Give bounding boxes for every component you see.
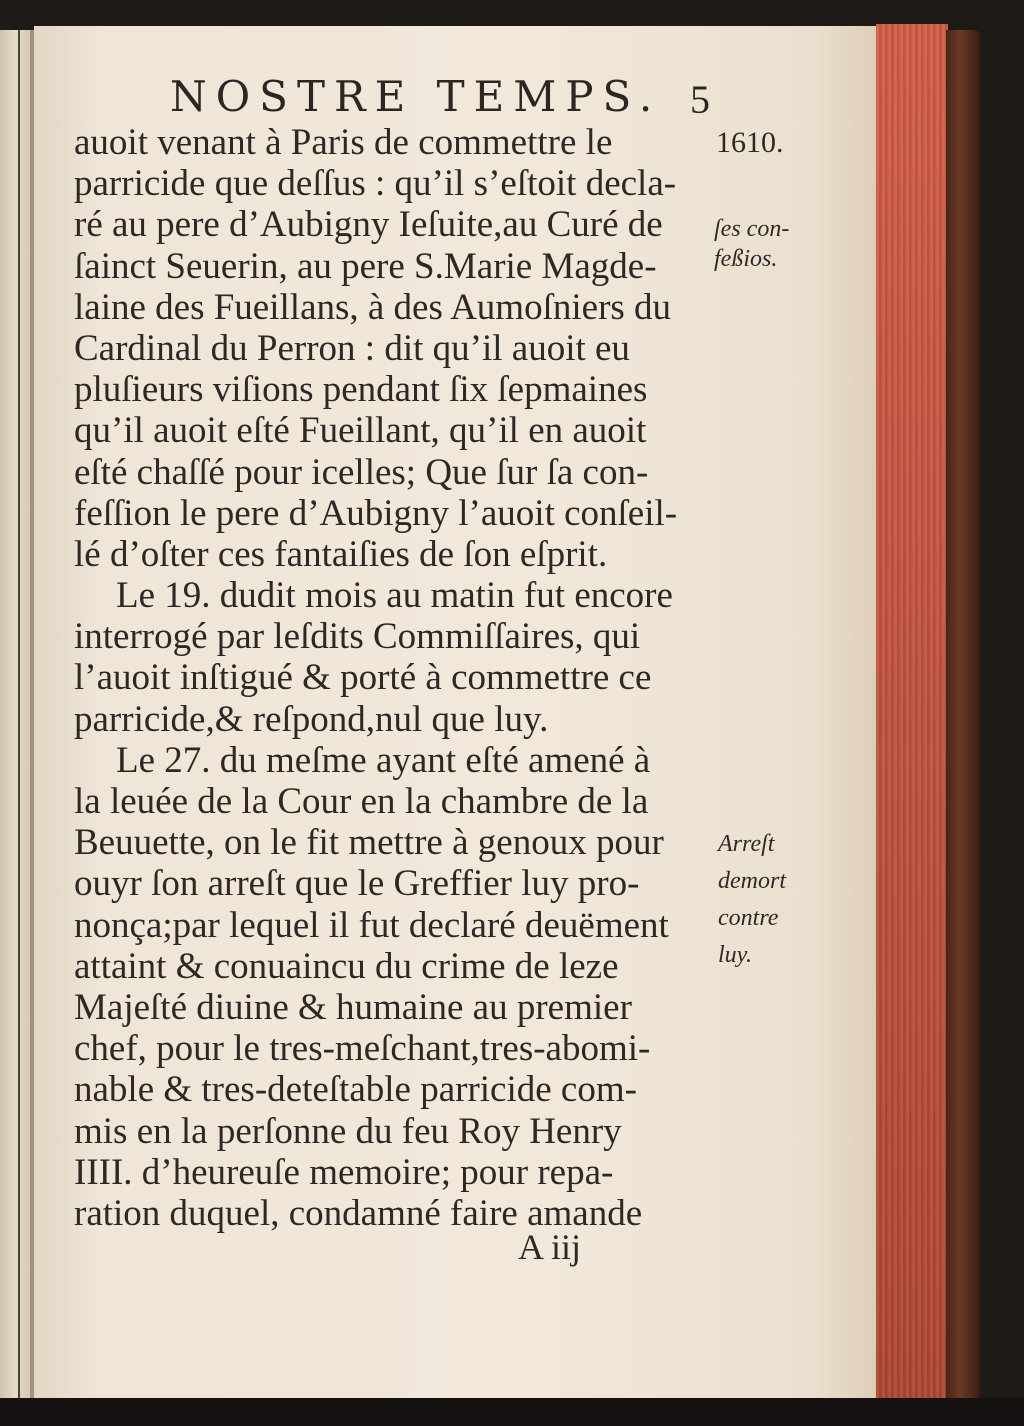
text-line: parricide que deſſus : qu’il s’eſtoit decla- [74,163,677,205]
margin-note-line: Arreſt [718,831,775,857]
text-line: Cardinal du Perron : dit qu’il auoit eu [74,327,630,369]
text-line: chef, pour le tres-meſchant,tres-abomi- [74,1028,651,1070]
text-line: Majeſté diuine & humaine au premier [74,986,632,1028]
text-line: eſté chaſſé pour icelles; Que ſur ſa con- [74,451,649,493]
margin-note-line: demort [718,868,786,894]
text-line: attaint & conuaincu du crime de leze [74,945,619,987]
text-line: ration duquel, condamné faire amande [74,1192,643,1234]
book-cover-edge [946,30,980,1400]
text-line: ouyr ſon arreſt que le Greffier luy pro- [74,863,640,905]
text-line: interrogé par leſdits Commiſſaires, qui [74,616,641,658]
margin-note-confessions [714,214,789,274]
running-head: NOSTRE TEMPS. [170,72,662,121]
page-number: 5 [690,77,710,122]
text-line: auoit venant à Paris de commettre le [74,122,613,163]
margin-note-line: feßios. [714,246,778,272]
text-line: feſſion le pere d’Aubigny l’auoit conſeil- [74,492,678,534]
text-line: ſainct Seuerin, au pere S.Marie Magde- [74,245,657,287]
paragraph-start-line: Le 27. du meſme ayant eſté amené à [116,739,651,781]
text-line: l’auoit inſtigué & porté à commettre ce [74,657,652,699]
margin-note-line: ſes con- [714,216,790,242]
margin-note-line: contre [718,905,779,931]
margin-year: 1610. [716,126,784,159]
text-line: lé d’oſter ces fantaiſies de ſon eſprit. [74,533,608,575]
paragraph-start-line: Le 19. dudit mois au matin fut encore [116,575,673,617]
text-line: nable & tres-deteſtable parricide com- [74,1069,637,1111]
text-line: qu’il auoit eſté Fueillant, qu’il en auoit [74,410,647,452]
text-line: pluſieurs viſions pendant ſix ſepmaines [74,369,648,411]
text-line: mis en la perſonne du feu Roy Henry [74,1110,622,1152]
text-line: ré au pere d’Aubigny Ieſuite,au Curé de [74,204,663,246]
body-text [74,122,724,1234]
bottom-shadow [0,1398,1024,1426]
text-line: la leuée de la Cour en la chambre de la [74,781,649,822]
text-line: Beuuette, on le fit mettre à genoux pour [74,822,664,864]
catchword-signature: A iij [518,1227,582,1267]
margin-note-arrest [718,826,786,974]
red-page-edges [876,24,948,1404]
facing-page-rule [18,30,20,1400]
text-line: parricide,& reſpond,nul que luy. [74,698,549,740]
text-line: nonça;par lequel il fut declaré deuëment [74,904,669,946]
text-line: laine des Fueillans, à des Aumoſniers du [74,286,672,328]
margin-note-line: luy. [718,942,752,968]
facing-page-edge [0,30,34,1400]
text-line: IIII. d’heureuſe memoire; pour repa- [74,1151,614,1193]
